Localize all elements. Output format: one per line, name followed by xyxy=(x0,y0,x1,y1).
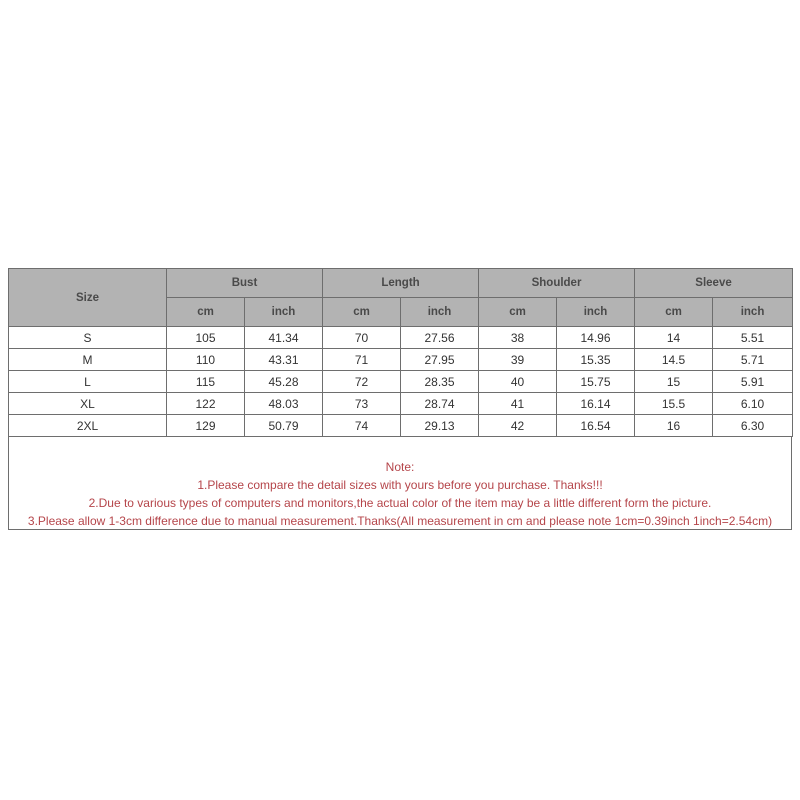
size-cell: M xyxy=(9,349,167,371)
table-cell: 15.35 xyxy=(557,349,635,371)
table-row xyxy=(9,393,793,415)
table-cell: 50.79 xyxy=(245,415,323,437)
group-header-shoulder: Shoulder xyxy=(479,269,635,298)
size-cell: 2XL xyxy=(9,415,167,437)
table-cell: 16.54 xyxy=(557,415,635,437)
table-cell: 5.91 xyxy=(713,371,793,393)
group-header-length: Length xyxy=(323,269,479,298)
table-cell: 27.56 xyxy=(401,327,479,349)
table-cell: 122 xyxy=(167,393,245,415)
table-cell: 71 xyxy=(323,349,401,371)
size-chart xyxy=(8,268,792,530)
note-title: Note: xyxy=(385,460,415,474)
table-cell: 39 xyxy=(479,349,557,371)
table-cell: 16.14 xyxy=(557,393,635,415)
unit-header: cm xyxy=(167,298,245,327)
table-cell: 6.30 xyxy=(713,415,793,437)
size-table xyxy=(8,268,793,437)
table-cell: 48.03 xyxy=(245,393,323,415)
table-cell: 115 xyxy=(167,371,245,393)
unit-header: inch xyxy=(713,298,793,327)
note-line-1: 1.Please compare the detail sizes with yours before you purchase. Thanks!!! xyxy=(197,478,603,492)
table-cell: 110 xyxy=(167,349,245,371)
group-header-sleeve: Sleeve xyxy=(635,269,793,298)
table-cell: 14.96 xyxy=(557,327,635,349)
table-cell: 38 xyxy=(479,327,557,349)
table-row xyxy=(9,327,793,349)
size-header: Size xyxy=(9,269,167,327)
table-cell: 5.51 xyxy=(713,327,793,349)
table-cell: 74 xyxy=(323,415,401,437)
table-cell: 40 xyxy=(479,371,557,393)
table-row xyxy=(9,371,793,393)
size-cell: XL xyxy=(9,393,167,415)
table-cell: 70 xyxy=(323,327,401,349)
table-cell: 73 xyxy=(323,393,401,415)
table-cell: 27.95 xyxy=(401,349,479,371)
unit-header: inch xyxy=(245,298,323,327)
table-row xyxy=(9,349,793,371)
unit-header: inch xyxy=(557,298,635,327)
table-cell: 15.5 xyxy=(635,393,713,415)
size-cell: S xyxy=(9,327,167,349)
table-cell: 45.28 xyxy=(245,371,323,393)
table-cell: 28.74 xyxy=(401,393,479,415)
unit-header: cm xyxy=(479,298,557,327)
table-cell: 14 xyxy=(635,327,713,349)
table-row xyxy=(9,415,793,437)
table-cell: 6.10 xyxy=(713,393,793,415)
table-cell: 16 xyxy=(635,415,713,437)
table-cell: 14.5 xyxy=(635,349,713,371)
table-cell: 105 xyxy=(167,327,245,349)
table-cell: 41 xyxy=(479,393,557,415)
table-cell: 28.35 xyxy=(401,371,479,393)
note-line-2: 2.Due to various types of computers and monitors,the actual color of the item may be a little different form the picture. xyxy=(88,496,712,510)
table-cell: 43.31 xyxy=(245,349,323,371)
table-cell: 15 xyxy=(635,371,713,393)
note-line-3: 3.Please allow 1-3cm difference due to manual measurement.Thanks(All measurement in cm and please note 1cm=0.39inch 1inch=2.54cm) xyxy=(27,514,773,528)
group-header-bust: Bust xyxy=(167,269,323,298)
table-cell: 5.71 xyxy=(713,349,793,371)
size-cell: L xyxy=(9,371,167,393)
table-cell: 41.34 xyxy=(245,327,323,349)
note-box xyxy=(8,437,792,530)
table-cell: 72 xyxy=(323,371,401,393)
table-cell: 29.13 xyxy=(401,415,479,437)
unit-header: inch xyxy=(401,298,479,327)
unit-header: cm xyxy=(635,298,713,327)
table-cell: 42 xyxy=(479,415,557,437)
group-header-row xyxy=(9,269,793,298)
unit-header: cm xyxy=(323,298,401,327)
table-cell: 129 xyxy=(167,415,245,437)
table-cell: 15.75 xyxy=(557,371,635,393)
